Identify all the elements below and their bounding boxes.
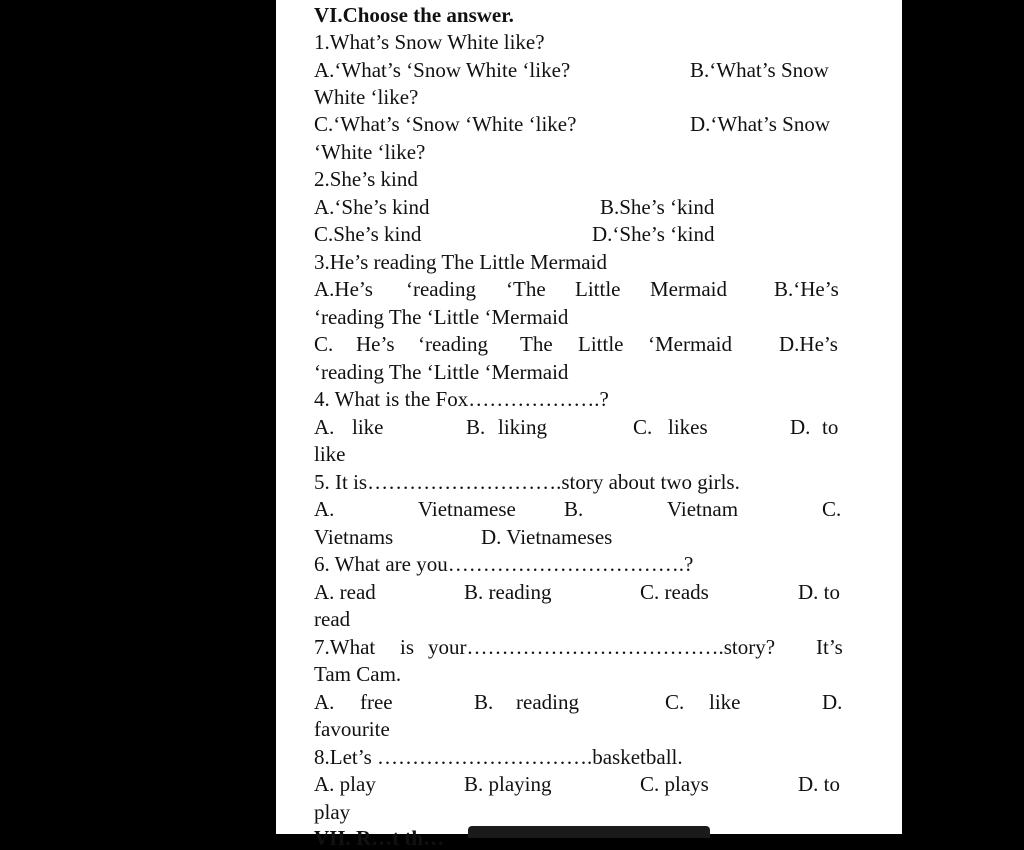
q8-line-2: play [314,800,351,824]
q1-option-a: A.‘What’s ‘Snow White ‘like? [314,58,571,82]
question-3: 3.He’s reading The Little Mermaid [314,250,607,274]
q5-word: B. [564,497,584,521]
q4-word: like [352,415,384,439]
q7-word: reading [516,690,579,714]
q3-line-2: ‘reading The ‘Little ‘Mermaid [314,305,569,329]
q4-line-2: like [314,442,346,466]
q2-option-b: B.She’s ‘kind [600,195,715,219]
q3-word: ‘The [506,277,546,301]
question-7-word: your……………………………….story? [428,635,776,659]
q8-option-a: A. play [314,772,376,796]
q4-word: liking [498,415,548,439]
redaction-bar [468,826,710,838]
worksheet-page [276,0,902,850]
q3-word: B.‘He’s [774,277,839,301]
section-title: VI.Choose the answer. [314,3,514,27]
q7-line-4: favourite [314,717,390,741]
question-7-word: is [400,635,415,659]
q3-word: A.He’s [314,277,373,301]
q7-word: A. [314,690,335,714]
q4-word: D. [790,415,811,439]
q7-line-2: Tam Cam. [314,662,402,686]
q7-word: C. [665,690,685,714]
q4-word: likes [668,415,708,439]
q8-option-d: D. to [798,772,840,796]
question-7-word: It’s [816,635,843,659]
q3-word: ‘reading [418,332,488,356]
q3-word: Little [578,332,624,356]
q5-option-d: D. Vietnameses [481,525,613,549]
q5-word: Vietnam [667,497,739,521]
q7-word: like [709,690,741,714]
q4-word: A. [314,415,335,439]
q3-word: C. [314,332,334,356]
q1-option-b: B.‘What’s Snow [690,58,829,82]
q5-word: A. [314,497,335,521]
q3-word: Mermaid [650,277,727,301]
q8-option-c: C. plays [640,772,709,796]
q7-word: free [360,690,393,714]
q8-option-b: B. playing [464,772,552,796]
q3-word: He’s [356,332,395,356]
q3-word: ‘Mermaid [648,332,732,356]
q3-line-4: ‘reading The ‘Little ‘Mermaid [314,360,569,384]
q2-option-c: C.She’s kind [314,222,422,246]
q2-option-d: D.‘She’s ‘kind [592,222,715,246]
q4-word: to [822,415,839,439]
q1-option-b-cont: White ‘like? [314,85,419,109]
q5-option-c: Vietnams [314,525,394,549]
q2-option-a: A.‘She’s kind [314,195,430,219]
q1-option-c: C.‘What’s ‘Snow ‘White ‘like? [314,112,577,136]
question-5: 5. It is……………………….story about two girls. [314,470,740,494]
question-2: 2.She’s kind [314,167,418,191]
question-1: 1.What’s Snow White like? [314,30,545,54]
q3-word: ‘reading [406,277,476,301]
q1-option-d-cont: ‘White ‘like? [314,140,426,164]
q6-option-d: D. to [798,580,840,604]
q7-word: B. [474,690,494,714]
q6-option-b: B. reading [464,580,552,604]
q5-word: Vietnamese [418,497,516,521]
q1-option-d: D.‘What’s Snow [690,112,830,136]
question-6: 6. What are you…………………………….? [314,552,694,576]
q5-word: C. [822,497,842,521]
q7-word: D. [822,690,843,714]
q3-word: The [520,332,553,356]
q6-line-2: read [314,607,351,631]
next-section-heading-partial: VII. R…t th… [314,826,445,850]
q3-word: Little [575,277,621,301]
question-4: 4. What is the Fox……………….? [314,387,609,411]
q4-word: B. [466,415,486,439]
q3-word: D.He’s [779,332,838,356]
q6-option-a: A. read [314,580,376,604]
q4-word: C. [633,415,653,439]
q6-option-c: C. reads [640,580,709,604]
question-7-word: 7.What [314,635,376,659]
question-8: 8.Let’s ………………………….basketball. [314,745,683,769]
